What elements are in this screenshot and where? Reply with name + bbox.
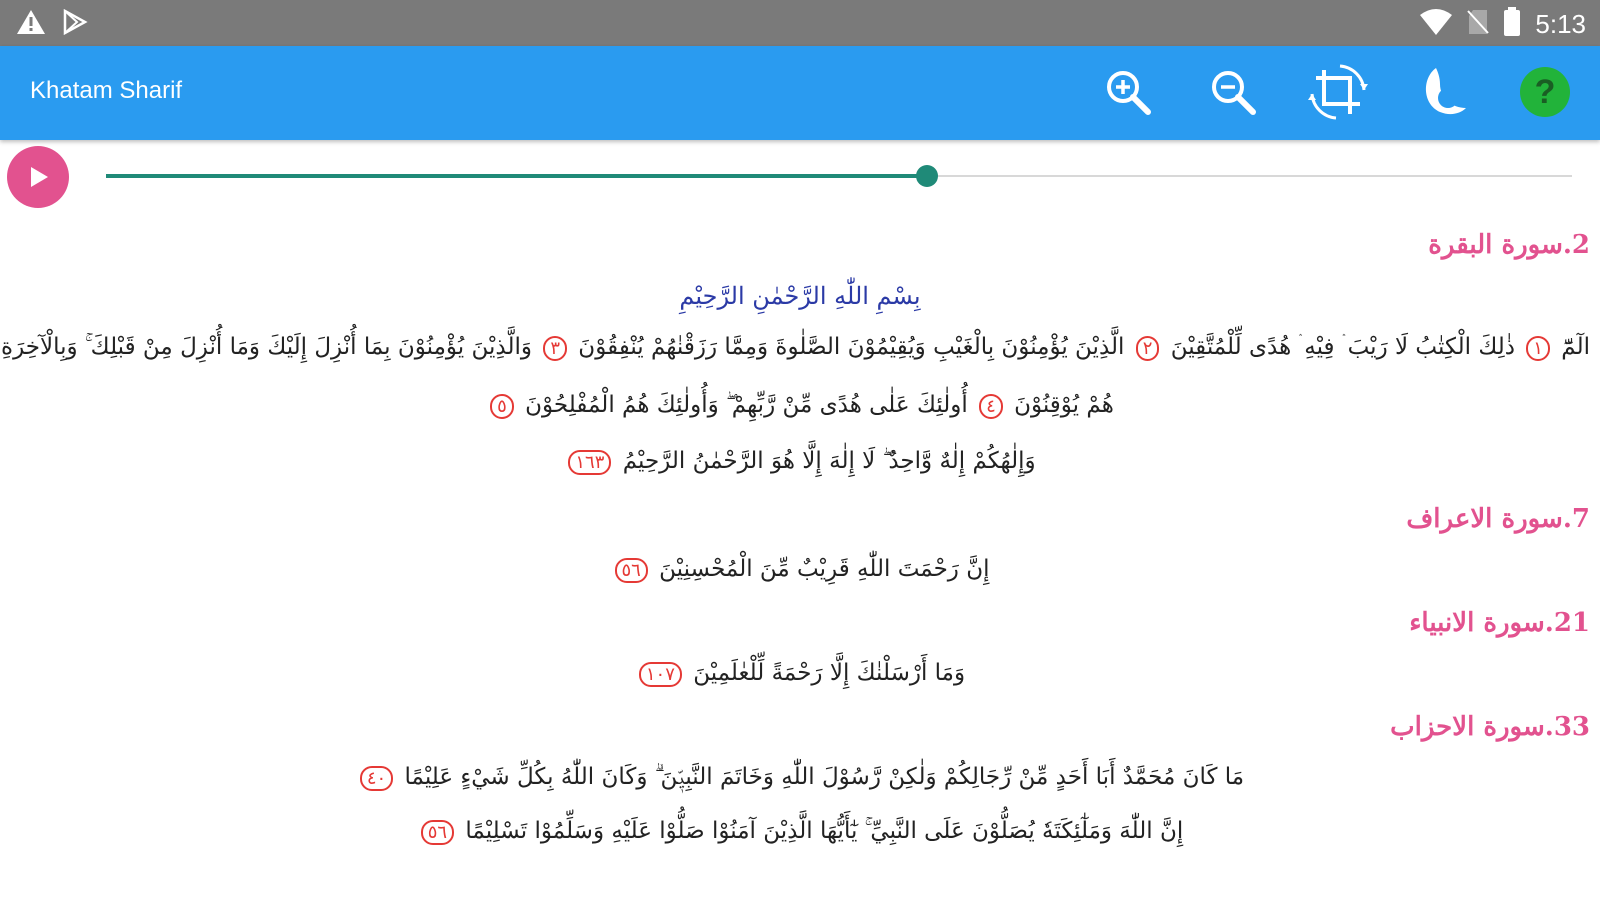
ayah-text: مَا كَانَ مُحَمَّدٌ أَبَا أَحَدٍ مِّنْ رِّجَالِكُمْ وَلٰكِنْ رَّسُوْلَ اللّٰهِ وَخَاتَمَ النَّبِيّٖنَ ۗ وَكَانَ اللّٰهُ بِكُلِّ شَيْءٍ عَلِيْمًا bbox=[404, 764, 1245, 790]
ayah-text: إِنَّ رَحْمَتَ اللّٰهِ قَرِيْبٌ مِّنَ الْمُحْسِنِيْنَ bbox=[659, 556, 990, 582]
ayah-line bbox=[0, 660, 1600, 687]
seek-thumb[interactable] bbox=[916, 165, 938, 187]
night-mode-icon bbox=[1412, 64, 1468, 120]
help-icon bbox=[1519, 66, 1571, 118]
ayah-text: وَالَّذِيْنَ يُؤْمِنُوْنَ بِمَا أُنْزِلَ إِلَيْكَ وَمَا أُنْزِلَ مِنْ قَبْلِكَ ۚ وَبِالْآخِرَةِ bbox=[1, 334, 532, 360]
ayah-number: ١ bbox=[1526, 336, 1550, 361]
ayah-number: ١٦٣ bbox=[568, 450, 611, 475]
svg-text:?: ? bbox=[1534, 73, 1556, 111]
ayah-line bbox=[0, 556, 1600, 583]
ayah-number: ٥ bbox=[490, 394, 514, 419]
quran-content bbox=[0, 220, 1600, 900]
play-icon bbox=[25, 164, 51, 190]
ayah-number: ٥٦ bbox=[615, 558, 648, 583]
ayah-number: ٢ bbox=[1136, 336, 1160, 361]
ayah-line bbox=[0, 334, 1600, 361]
app-title: Khatam Sharif bbox=[30, 77, 183, 104]
wifi-icon bbox=[1419, 8, 1453, 40]
ayah-text: هُمْ يُوْقِنُوْنَ bbox=[1014, 392, 1114, 418]
ayah-text: وَمَا أَرْسَلْنٰكَ إِلَّا رَحْمَةً لِّلْعٰلَمِيْنَ bbox=[693, 660, 966, 686]
ayah-text: إِنَّ اللّٰهَ وَمَلٰٓئِكَتَهٗ يُصَلُّوْنَ عَلَى النَّبِيِّ ۚ يٰٓأَيُّهَا الَّذِيْنَ آمَنُوْا صَلُّوْا عَلَيْهِ وَسَلِّمُوْا تَسْلِيْمًا bbox=[465, 818, 1184, 844]
rotate-icon bbox=[1308, 62, 1368, 122]
status-bar bbox=[0, 0, 1600, 46]
ayah-number: ٣ bbox=[543, 336, 567, 361]
night-mode-button[interactable] bbox=[1410, 62, 1470, 122]
play-button[interactable] bbox=[7, 146, 69, 208]
help-button[interactable] bbox=[1515, 62, 1575, 122]
battery-icon bbox=[1503, 7, 1521, 41]
ayah-text: الٓمّٓ bbox=[1561, 334, 1590, 360]
ayah-number: ١٠٧ bbox=[639, 662, 682, 687]
rotate-button[interactable] bbox=[1308, 62, 1368, 122]
ayah-line bbox=[0, 818, 1600, 845]
surah-title-baqarah: 2.سورة البقرة bbox=[1428, 230, 1590, 260]
status-time: 5:13 bbox=[1535, 9, 1586, 39]
app-bar bbox=[0, 46, 1600, 140]
zoom-out-icon bbox=[1208, 67, 1258, 117]
no-sim-icon bbox=[1467, 8, 1489, 40]
zoom-in-icon bbox=[1103, 67, 1153, 117]
ayah-text: ذٰلِكَ الْكِتٰبُ لَا رَيْبَ ۛ فِيْهِ ۛ هُدًى لِّلْمُتَّقِيْنَ bbox=[1170, 334, 1515, 360]
ayah-line bbox=[0, 392, 1600, 419]
ayah-number: ٥٦ bbox=[421, 820, 454, 845]
ayah-line bbox=[0, 764, 1600, 791]
surah-title-anbiya: 21.سورة الانبياء bbox=[1409, 608, 1590, 638]
seek-bar[interactable] bbox=[106, 175, 1572, 177]
ayah-text: وَإِلٰهُكُمْ إِلٰهٌ وَّاحِدٌ ۖ لَا إِلٰهَ إِلَّا هُوَ الرَّحْمٰنُ الرَّحِيْمُ bbox=[622, 448, 1036, 474]
warning-icon bbox=[16, 8, 46, 40]
ayah-text: أُولٰئِكَ عَلٰى هُدًى مِّنْ رَّبِّهِمْ ۖ وَأُولٰئِكَ هُمُ الْمُفْلِحُوْنَ bbox=[525, 392, 968, 418]
zoom-out-button[interactable] bbox=[1203, 62, 1263, 122]
audio-player bbox=[0, 140, 1600, 220]
ayah-number: ٤٠ bbox=[360, 766, 393, 791]
seek-progress bbox=[106, 174, 927, 178]
zoom-in-button[interactable] bbox=[1098, 62, 1158, 122]
ayah-line bbox=[0, 448, 1600, 475]
surah-title-araf: 7.سورة الاعراف bbox=[1406, 504, 1590, 534]
surah-title-ahzab: 33.سورة الاحزاب bbox=[1390, 712, 1590, 742]
bismillah: بِسْمِ اللّٰهِ الرَّحْمٰنِ الرَّحِيْمِ bbox=[679, 282, 921, 310]
ayah-number: ٤ bbox=[979, 394, 1003, 419]
play-store-icon bbox=[62, 9, 88, 39]
ayah-text: الَّذِيْنَ يُؤْمِنُوْنَ بِالْغَيْبِ وَيُقِيْمُوْنَ الصَّلٰوةَ وَمِمَّا رَزَقْنٰهُمْ يُنْفِقُوْنَ bbox=[578, 334, 1125, 360]
